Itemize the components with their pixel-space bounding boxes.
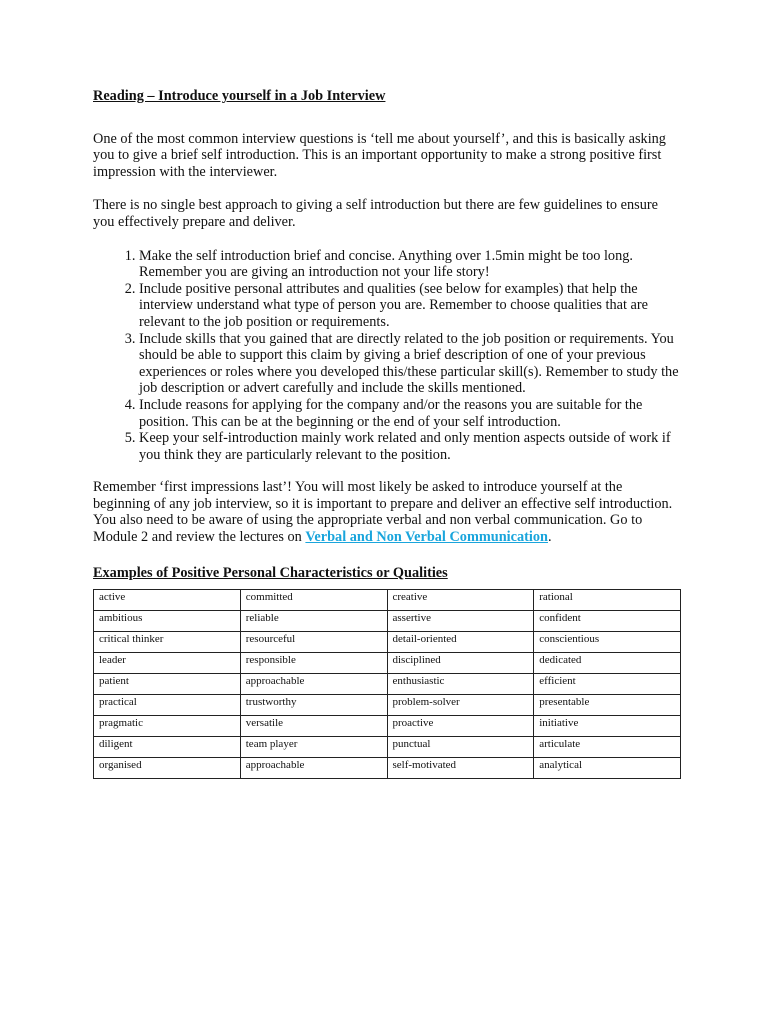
table-cell: conscientious: [534, 632, 681, 653]
table-cell: confident: [534, 611, 681, 632]
verbal-communication-link[interactable]: Verbal and Non Verbal Communication: [305, 529, 548, 546]
list-item: 2. Include positive personal attributes and qualities (see below for examples) that help the interview understand what type of person you are. Remember to choose qualities that are relevant to the job position or requirements.: [139, 281, 679, 331]
intro-paragraph: One of the most common interview questions is ‘tell me about yourself’, and this is basically asking you to give a brief self introduction. This is an important opportunity to make a strong positive first impression with the interviewer.: [93, 130, 666, 180]
table-cell: team player: [240, 737, 387, 758]
table-row: [94, 632, 681, 653]
table-cell: disciplined: [387, 653, 534, 674]
table-cell: assertive: [387, 611, 534, 632]
table-cell: approachable: [240, 758, 387, 779]
examples-heading: Examples of Positive Personal Characteristics or Qualities: [93, 564, 448, 581]
table-cell: analytical: [534, 758, 681, 779]
page-title: Reading – Introduce yourself in a Job Interview: [93, 88, 386, 104]
list-item: 4. Include reasons for applying for the company and/or the reasons you are suitable for the position. This can be at the beginning or the end of your self introduction.: [139, 397, 679, 430]
table-cell: organised: [94, 758, 241, 779]
table-cell: efficient: [534, 674, 681, 695]
table-row: [94, 611, 681, 632]
table-cell: dedicated: [534, 653, 681, 674]
list-item: 5. Keep your self-introduction mainly work related and only mention aspects outside of work if you think they are particularly relevant to the position.: [139, 430, 679, 463]
table-row: [94, 653, 681, 674]
table-cell: initiative: [534, 716, 681, 737]
table-row: [94, 695, 681, 716]
table-cell: self-motivated: [387, 758, 534, 779]
table-cell: practical: [94, 695, 241, 716]
list-item: 3. Include skills that you gained that are directly related to the job position or requirements. You should be able to support this claim by giving a brief description of one of your previous experiences or roles where you developed this/these particular skill(s). Remember to study the job description or advert carefully and include the skills mentioned.: [139, 331, 679, 397]
table-cell: diligent: [94, 737, 241, 758]
table-cell: ambitious: [94, 611, 241, 632]
table-cell: leader: [94, 653, 241, 674]
table-cell: versatile: [240, 716, 387, 737]
table-row: [94, 674, 681, 695]
guidelines-intro-paragraph: There is no single best approach to giving a self introduction but there are few guidelines to ensure you effectively prepare and deliver.: [93, 197, 658, 230]
table-cell: committed: [240, 590, 387, 611]
guidelines-list: [93, 248, 679, 464]
table-row: [94, 716, 681, 737]
table-cell: punctual: [387, 737, 534, 758]
qualities-table-body: [94, 590, 681, 779]
paragraph-end: .: [547, 529, 552, 546]
table-cell: active: [94, 590, 241, 611]
table-cell: proactive: [387, 716, 534, 737]
table-cell: trustworthy: [240, 695, 387, 716]
table-cell: problem-solver: [387, 695, 534, 716]
table-cell: enthusiastic: [387, 674, 534, 695]
table-cell: pragmatic: [94, 716, 241, 737]
table-cell: approachable: [240, 674, 387, 695]
table-cell: creative: [387, 590, 534, 611]
document-content: [93, 80, 679, 779]
table-cell: critical thinker: [94, 632, 241, 653]
table-cell: responsible: [240, 653, 387, 674]
table-row: [94, 758, 681, 779]
qualities-table: [93, 589, 681, 779]
table-row: [94, 590, 681, 611]
table-cell: presentable: [534, 695, 681, 716]
table-cell: detail-oriented: [387, 632, 534, 653]
table-cell: rational: [534, 590, 681, 611]
table-cell: resourceful: [240, 632, 387, 653]
table-row: [94, 737, 681, 758]
first-impressions-paragraph: [93, 479, 679, 545]
list-item: 1. Make the self introduction brief and concise. Anything over 1.5min might be too long. Remember you are giving an introduction not your life story!: [139, 248, 679, 281]
table-cell: articulate: [534, 737, 681, 758]
table-cell: patient: [94, 674, 241, 695]
table-cell: reliable: [240, 611, 387, 632]
paragraph-text: Remember ‘first impressions last’! You will most likely be asked to introduce yourself at the beginning of any job interview, so it is important to prepare and deliver an effective self introduction. You also need to be aware of using the appropriate verbal and non verbal communication. Go to Module 2 and review the lectures on: [93, 479, 673, 546]
